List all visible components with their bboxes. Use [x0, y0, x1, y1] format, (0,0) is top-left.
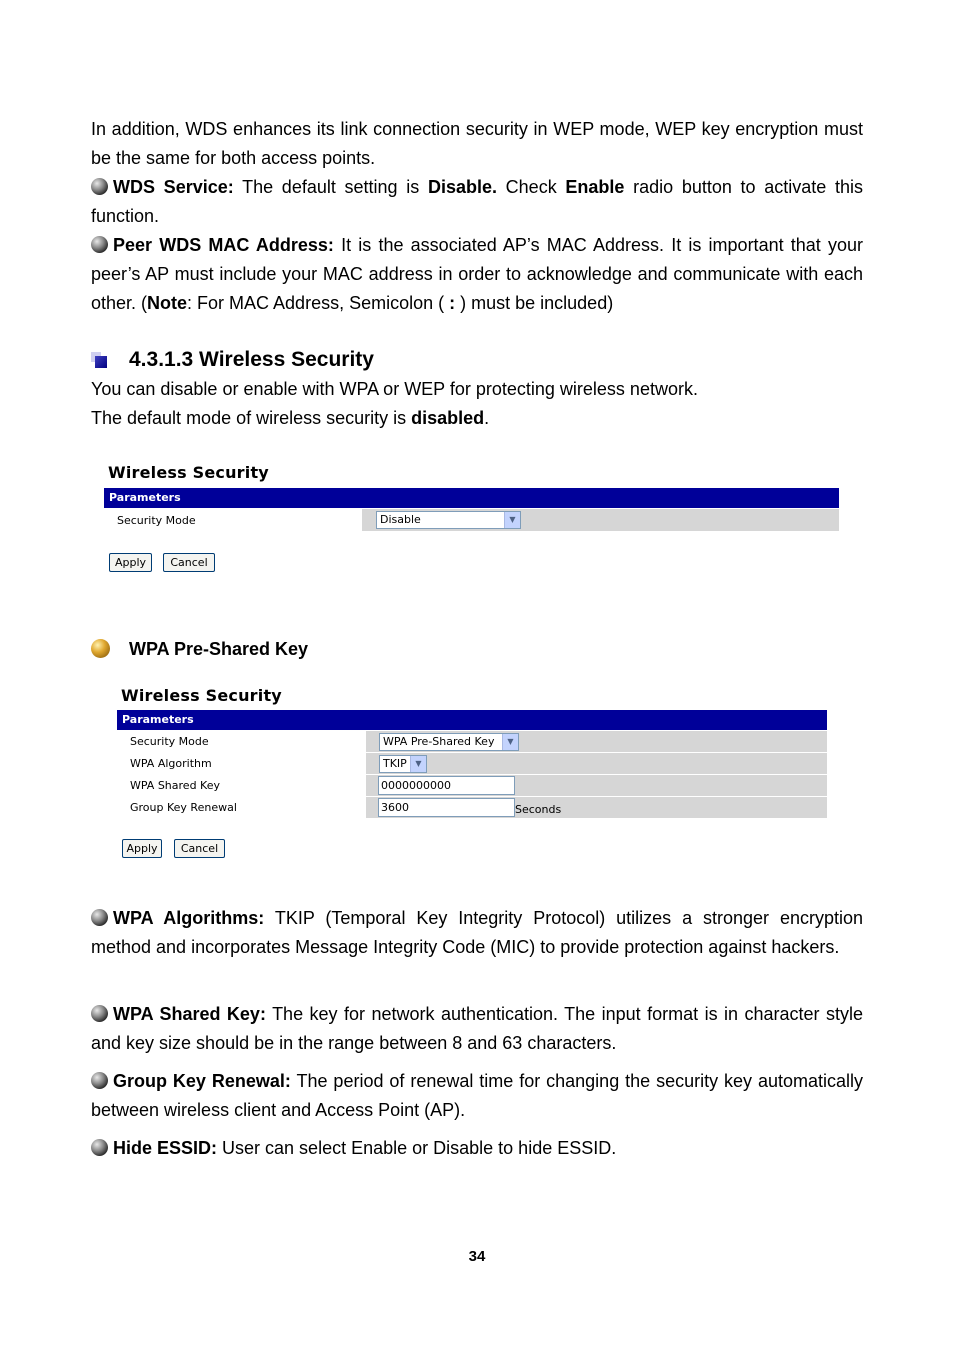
gold-bullet-icon — [91, 639, 110, 658]
section-text: You can disable or enable with WPA or WEP for protecting wireless network. — [91, 379, 698, 399]
hide-essid-label: Hide ESSID: — [113, 1138, 218, 1158]
wpa-algorithms-text: TKIP (Temporal Key Integrity Protocol) utilizes a stronger encryption method and incorporates Message Integrity Code (MIC) to provide protection against hackers. — [91, 908, 863, 957]
security-mode-label: Security Mode — [130, 735, 209, 748]
default-mode-value: disabled — [411, 408, 485, 428]
bullet-icon — [91, 1072, 108, 1089]
wpa-algorithm-label: WPA Algorithm — [130, 757, 212, 770]
wpa-shared-key-paragraph — [91, 1000, 863, 1058]
chevron-down-icon[interactable]: ▼ — [504, 512, 520, 528]
parameters-header: Parameters — [117, 710, 827, 730]
security-mode-value: Disable — [380, 513, 421, 526]
peer-wds-label: Peer WDS MAC Address: — [113, 235, 334, 255]
intro-text: In addition, WDS enhances its link connection security in WEP mode, WEP key encryption must be the same for both access points. — [91, 119, 863, 168]
apply-button[interactable]: Apply — [122, 839, 162, 858]
wds-service-text: The default setting is — [233, 177, 428, 197]
wpa-shared-key-input[interactable]: 0000000000 — [378, 776, 515, 795]
wpa-algorithm-value: TKIP — [383, 757, 407, 770]
hide-essid-text: User can select Enable or Disable to hide ESSID. — [217, 1138, 617, 1158]
seconds-unit-label: Seconds — [515, 803, 562, 816]
wpa-algorithms-paragraph — [91, 904, 863, 962]
wpa-shared-key-label: WPA Shared Key — [130, 779, 220, 792]
colon-symbol: : — [449, 293, 456, 313]
wpa-algorithm-row — [366, 753, 827, 774]
wpa-psk-heading: WPA Pre-Shared Key — [129, 639, 309, 659]
bullet-icon — [91, 1005, 108, 1022]
parameters-header: Parameters — [104, 488, 839, 508]
bullet-icon — [91, 1139, 108, 1156]
screenshot-title: Wireless Security — [121, 686, 282, 705]
cancel-button[interactable]: Cancel — [174, 839, 225, 858]
peer-wds-text: ) must be included) — [455, 293, 614, 313]
intro-paragraph — [91, 115, 863, 173]
screenshot-title: Wireless Security — [108, 463, 269, 482]
peer-wds-text: It is the associated AP’s MAC Address. It is important that your peer’s AP must include your MAC address in order to acknowledge and communicate with each other. ( — [91, 235, 863, 313]
peer-wds-paragraph — [91, 231, 863, 318]
note-label: Note — [147, 293, 188, 313]
section-text: The default mode of wireless security is — [91, 408, 412, 428]
section-line-1 — [91, 375, 863, 404]
wpa-algorithm-select[interactable] — [379, 755, 427, 773]
apply-button[interactable]: Apply — [109, 553, 152, 572]
group-key-renewal-text: The period of renewal time for changing the security key automatically between wireless client and Access Point (AP). — [91, 1071, 863, 1120]
wpa-shared-key-text: The key for network authentication. The input format is in character style and key size should be in the range between 8 and 63 characters. — [91, 1004, 863, 1053]
group-key-renewal-label: Group Key Renewal: — [113, 1071, 291, 1091]
wds-service-text: Check — [496, 177, 566, 197]
group-key-renewal-paragraph — [91, 1067, 863, 1125]
security-mode-select[interactable] — [379, 733, 519, 751]
wds-service-paragraph — [91, 173, 863, 231]
wds-service-default: Disable. — [427, 177, 497, 197]
wds-service-enable: Enable — [565, 177, 625, 197]
section-text: . — [484, 408, 490, 428]
section-square-icon — [91, 352, 109, 368]
page-number: 34 — [468, 1248, 486, 1265]
bullet-icon — [91, 909, 108, 926]
security-mode-label: Security Mode — [117, 514, 196, 527]
section-title: 4.3.1.3 Wireless Security — [129, 348, 374, 371]
chevron-down-icon[interactable]: ▼ — [410, 756, 426, 772]
bullet-icon — [91, 236, 108, 253]
wds-service-text: radio button to activate this function. — [91, 177, 863, 226]
group-key-renewal-label: Group Key Renewal — [130, 801, 237, 814]
bullet-icon — [91, 178, 108, 195]
cancel-button[interactable]: Cancel — [163, 553, 215, 572]
wpa-shared-key-label: WPA Shared Key: — [113, 1004, 266, 1024]
security-mode-select[interactable] — [376, 511, 521, 529]
section-line-2 — [91, 404, 863, 433]
wpa-algorithms-label: WPA Algorithms: — [113, 908, 265, 928]
security-mode-value: WPA Pre-Shared Key — [383, 735, 495, 748]
hide-essid-paragraph — [91, 1134, 863, 1163]
wds-service-label: WDS Service: — [113, 177, 234, 197]
chevron-down-icon[interactable]: ▼ — [502, 734, 518, 750]
group-key-renewal-input[interactable]: 3600 — [378, 798, 515, 817]
peer-wds-text: : For MAC Address, Semicolon ( — [187, 293, 450, 313]
